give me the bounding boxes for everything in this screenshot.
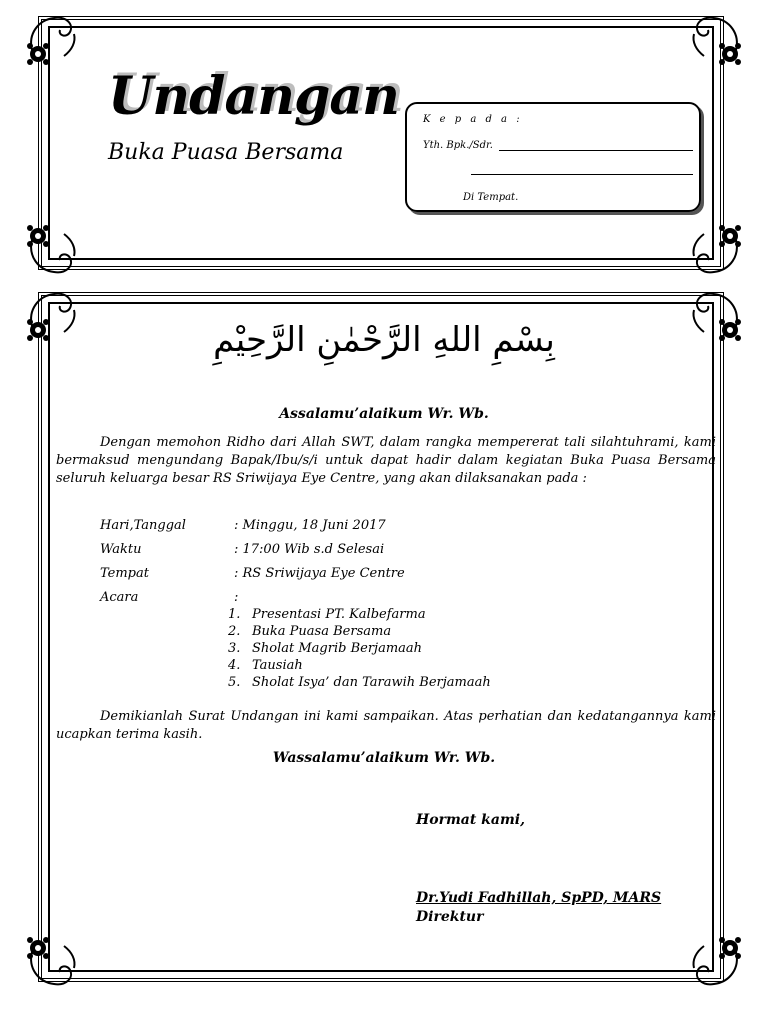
detail-label: Waktu [100,542,142,557]
recipient-line-2 [471,174,693,175]
invitation-subtitle: Buka Puasa Bersama [108,140,344,165]
closing-paragraph: Demikianlah Surat Undangan ini kami sampaikan. Atas perhatian dan kedatangannya kami ucapkan terima kasih. [56,709,716,742]
recipient-line [499,150,693,151]
list-item: 3. Sholat Magrib Berjamaah [228,641,423,656]
address-box [405,102,701,212]
list-item: 4. Tausiah [228,658,303,673]
detail-value: : Minggu, 18 Juni 2017 [234,518,386,533]
floral-corner-icon [24,222,82,280]
bismillah-calligraphy: بِسْمِ اللهِ الرَّحْمٰنِ الرَّحِيْمِ [213,320,555,360]
list-item: 2. Buka Puasa Bersama [228,624,392,639]
detail-label: Tempat [100,566,149,581]
closing-greeting: Wassalamu’alaikum Wr. Wb. [272,750,496,766]
detail-value: : RS Sriwijaya Eye Centre [234,566,405,581]
list-item: 1. Presentasi PT. Kalbefarma [228,607,426,622]
floral-corner-icon [686,934,744,992]
floral-corner-icon [686,10,744,68]
opening-paragraph: Dengan memohon Ridho dari Allah SWT, dalam rangka mempererat tali silahtuhrami, kami bermaksud mengundang Bapak/Ibu/s/i untuk dapat hadir dalam kegiatan Buka Puasa Bersama seluruh keluarga besar RS Sriwijaya Eye Centre, yang akan dilaksanakan pada : [56,435,716,486]
detail-label: Hari,Tanggal [100,518,186,533]
invitation-title: Undangan [108,66,399,127]
signer-name: Dr.Yudi Fadhillah, SpPD, MARS [416,890,662,906]
kepada-label: K e p a d a : [423,114,523,125]
floral-corner-icon [24,934,82,992]
agenda-list [228,606,491,691]
opening-greeting: Assalamu’alaikum Wr. Wb. [279,406,489,422]
signer-position: Direktur [416,909,484,925]
regards-text: Hormat kami, [416,812,525,828]
detail-value: : 17:00 Wib s.d Selesai [234,542,385,557]
detail-label: Acara [100,590,139,605]
di-tempat-label: Di Tempat. [463,192,519,203]
detail-value: : [234,590,239,605]
floral-corner-icon [686,222,744,280]
floral-corner-icon [24,10,82,68]
yth-label: Yth. Bpk./Sdr. [423,140,493,151]
list-item: 5. Sholat Isya’ dan Tarawih Berjamaah [228,675,491,690]
